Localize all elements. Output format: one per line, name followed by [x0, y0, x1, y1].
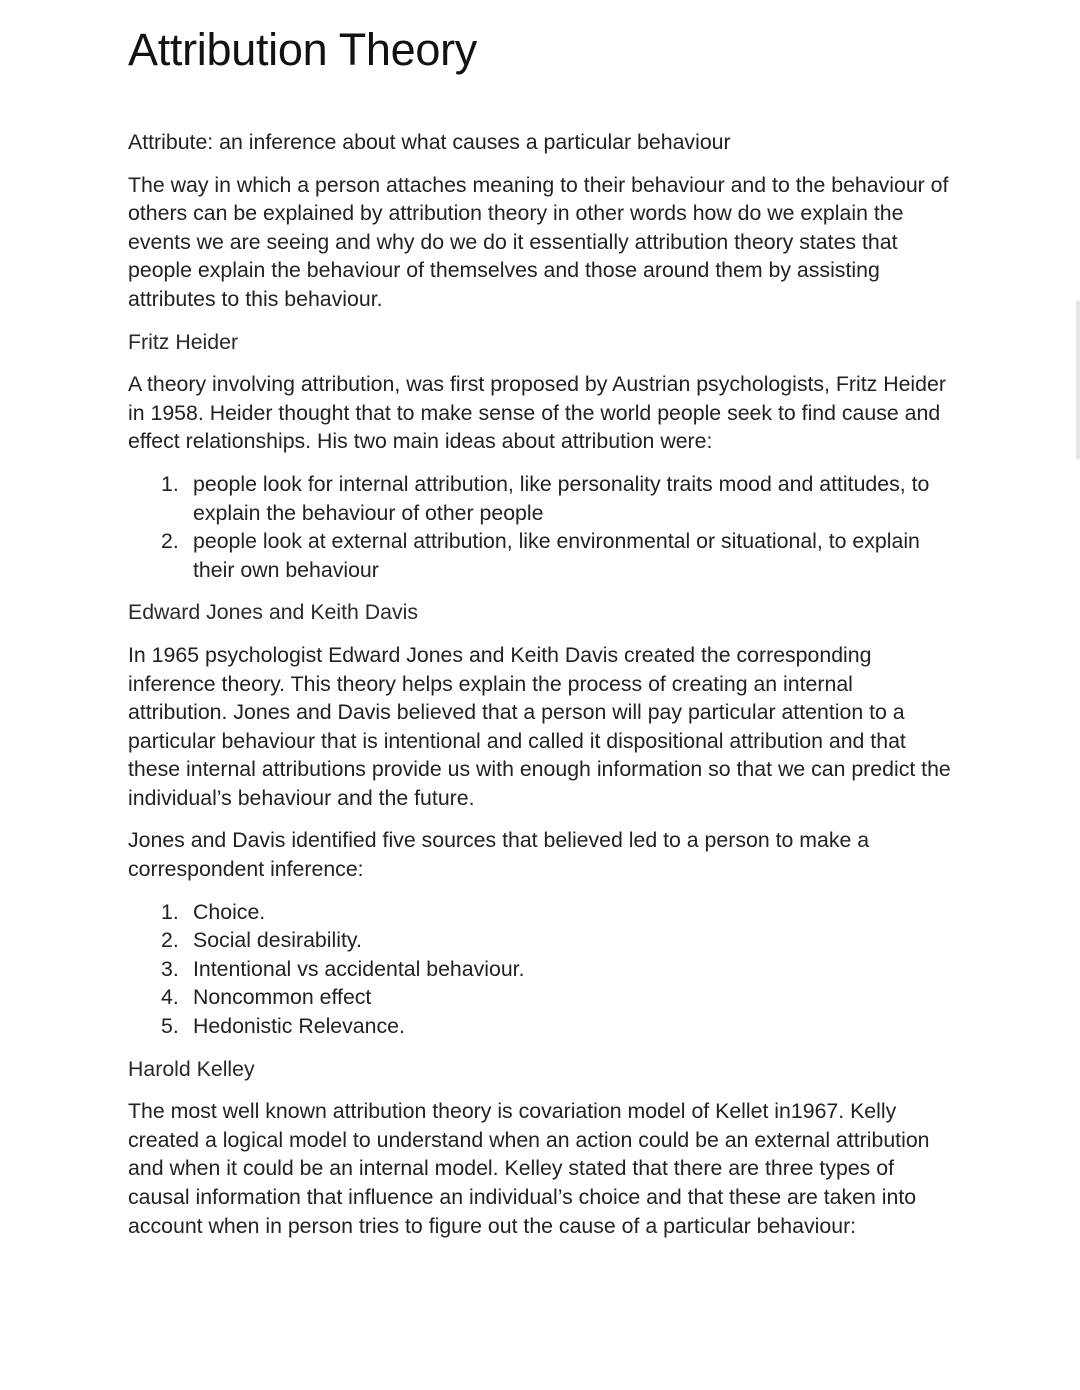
jones-davis-heading: Edward Jones and Keith Davis [128, 600, 419, 625]
list-number: 1. [161, 471, 179, 496]
list-number: 1. [161, 899, 179, 924]
list-number: 3. [161, 956, 179, 981]
list-item [128, 1012, 958, 1041]
list-item-text: Choice. [193, 899, 266, 924]
heider-list [128, 470, 958, 584]
list-item [128, 926, 958, 955]
list-item-text: Intentional vs accidental behaviour. [193, 956, 525, 981]
list-number: 2. [161, 529, 179, 554]
list-number: 5. [161, 1014, 179, 1039]
list-item-text: Hedonistic Relevance. [193, 1014, 405, 1039]
intro-paragraph: The way in which a person attaches meaning to their behaviour and to the behaviour of others can be explained by attribution theory in other words how do we explain the events we are seeing and why do we do it essentially attribution theory states that people explain the behaviour of themselves and those around them by assisting attributes to this behaviour. [128, 172, 949, 311]
kelley-heading: Harold Kelley [128, 1056, 255, 1081]
list-item [128, 983, 958, 1012]
list-number: 2. [161, 928, 179, 953]
list-item [128, 898, 958, 927]
list-item [128, 527, 958, 584]
heider-heading: Fritz Heider [128, 329, 239, 354]
list-item [128, 470, 958, 527]
definition-paragraph: Attribute: an inference about what causes a particular behaviour [128, 130, 731, 154]
list-item-text: people look at external attribution, like environmental or situational, to explain their own behaviour [193, 529, 920, 582]
jones-davis-list [128, 898, 958, 1041]
kelley-paragraph: The most well known attribution theory is covariation model of Kellet in1967. Kelly created a logical model to understand when an action could be an external attribution and when it could be an internal model. Kelley stated that there are three types of causal information that influence an individual’s choice and that these are taken into account when in person tries to figure out the cause of a particular behaviour: [128, 1099, 930, 1238]
heider-paragraph: A theory involving attribution, was first proposed by Austrian psychologists, Fritz Heider in 1958. Heider thought that to make sense of the world people seek to find cause and effect relationships. His two main ideas about attribution were: [128, 372, 946, 454]
jones-davis-paragraph-2: Jones and Davis identified five sources that believed led to a person to make a correspondent inference: [128, 828, 870, 882]
jones-davis-paragraph-1: In 1965 psychologist Edward Jones and Keith Davis created the corresponding inference theory. This theory helps explain the process of creating an internal attribution. Jones and Davis believed that a person will pay particular attention to a particular behaviour that is intentional and called it dispositional attribution and that these internal attributions provide us with enough information so that we can predict the individual’s behaviour and the future. [128, 642, 951, 810]
document-title: Attribution Theory [128, 24, 477, 75]
list-item [128, 955, 958, 984]
list-item-text: Noncommon effect [193, 985, 372, 1010]
list-number: 4. [161, 985, 179, 1010]
list-item-text: people look for internal attribution, like personality traits mood and attitudes, to explain the behaviour of other people [193, 471, 930, 525]
scrollbar[interactable] [1076, 300, 1080, 460]
document-page [128, 22, 958, 1254]
list-item-text: Social desirability. [193, 928, 362, 953]
